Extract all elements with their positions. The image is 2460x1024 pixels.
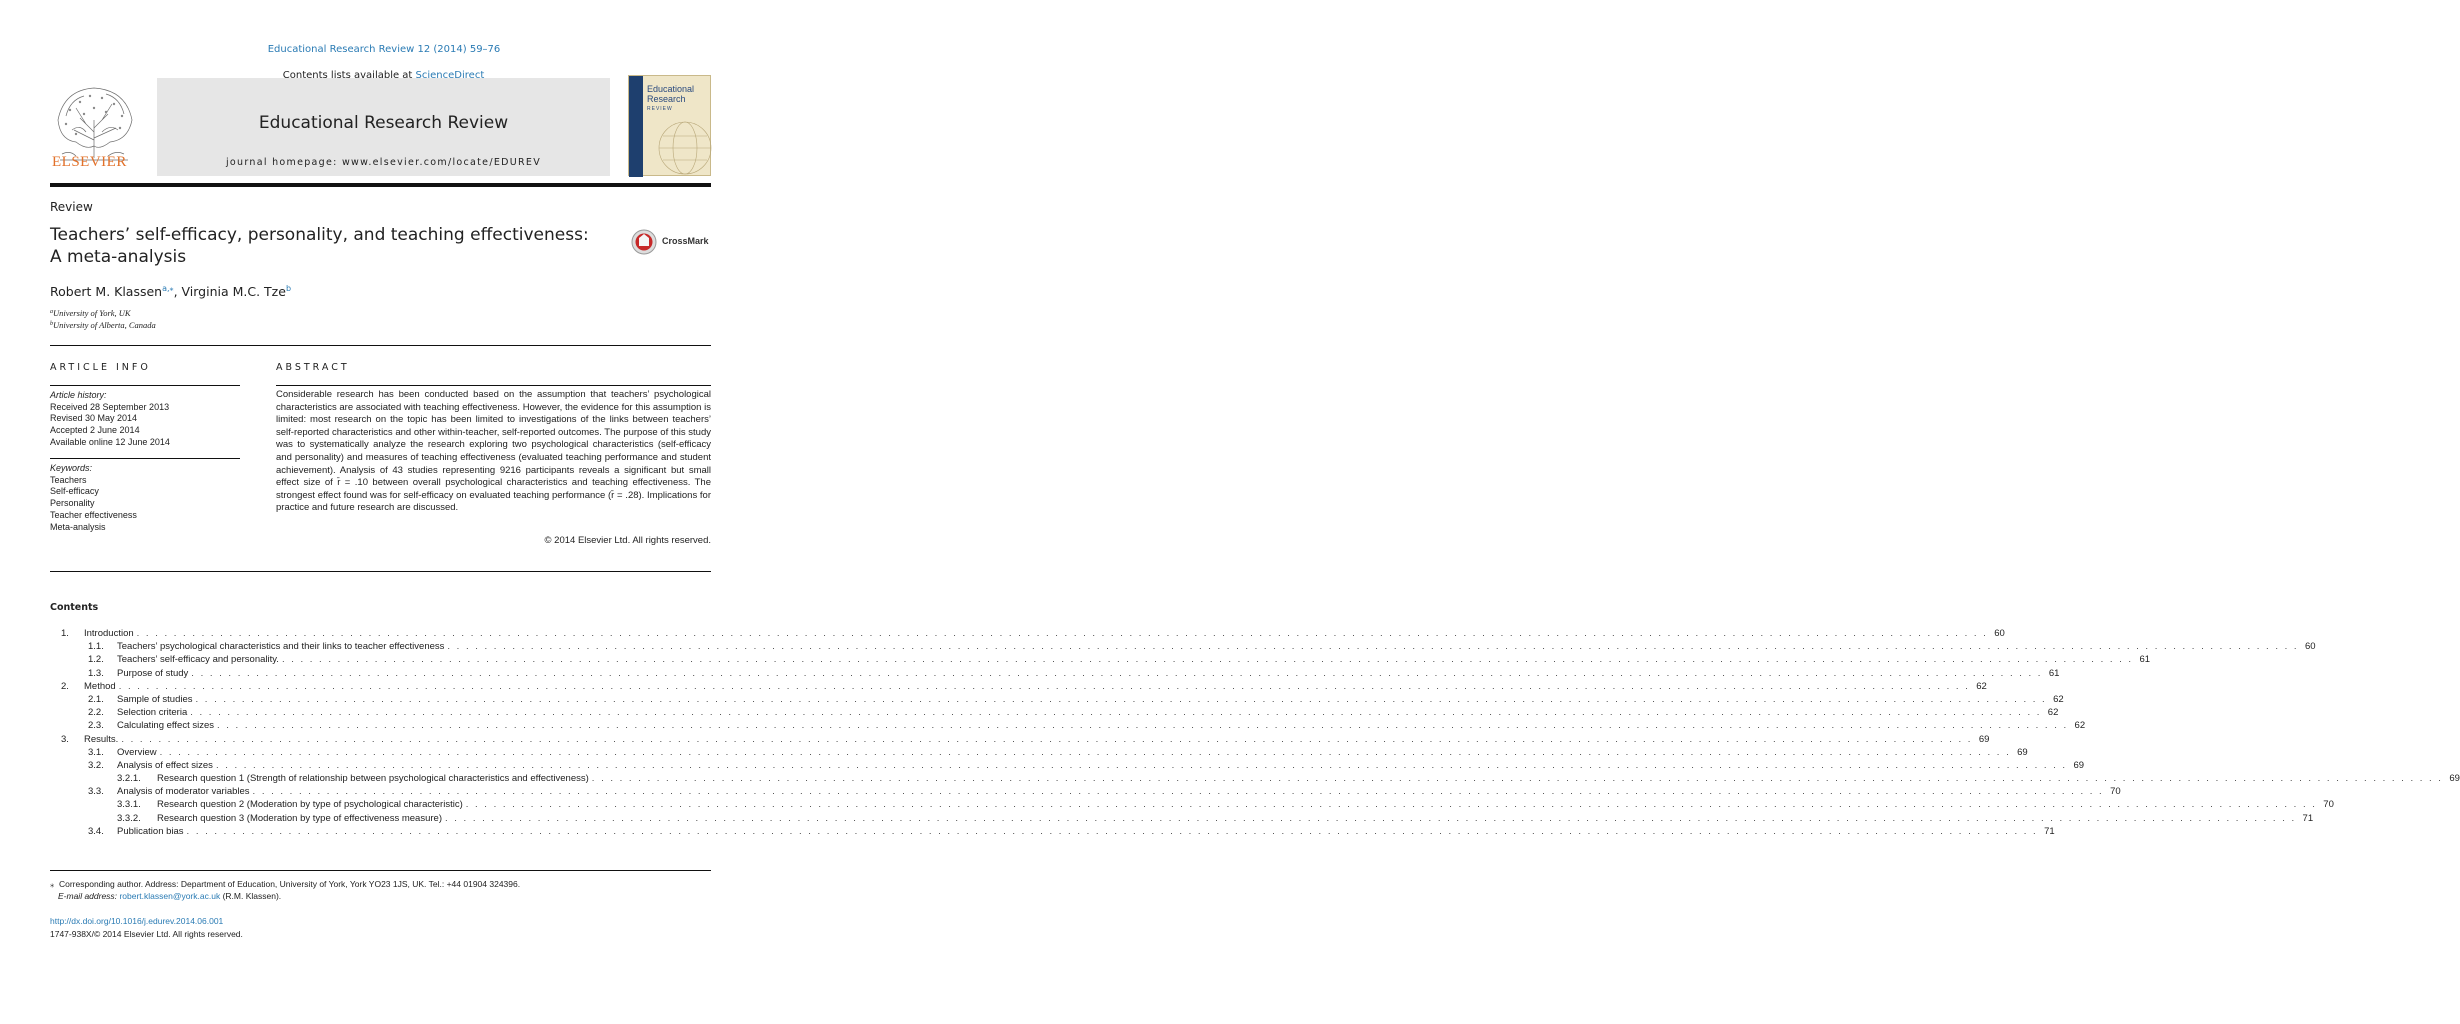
toc-entry-number: 2.3. (88, 720, 104, 732)
author-affiliation-marker[interactable]: b (285, 284, 292, 293)
toc-leader-dots: . . . . . . . . . . . . . . . . . . . . . . . . . . . . . . . . . . . . . . . . . . . . . . . . . . . . . . . . . . . . . . . . . . . . . . . . . . . . . . . . . . . . . . . . . . . . . . . . . . . . . . . . . . . . . . . . . . . . . . . . . . . . . . . . . . . . . . . . . . . . . . . . . . . . . . . . . . . . . . . . . . . . . . . . . . . . . . . . . . . . . . . . . . . . . . . . . . . . . . . . (591, 773, 2443, 785)
masthead-rule (50, 183, 711, 187)
toc-entry-number: 2.2. (88, 707, 104, 719)
toc-entry-title[interactable]: Analysis of effect sizes (117, 759, 213, 771)
toc-entry[interactable] (50, 799, 2334, 812)
journal-cover-thumbnail[interactable] (628, 75, 711, 176)
toc-entry-page[interactable]: 69 (2073, 759, 2085, 771)
toc-entry-page[interactable]: 71 (2044, 825, 2055, 837)
toc-entry-title[interactable]: Research question 2 (Moderation by type of psychological characteristic) (157, 799, 463, 811)
keyword: Teacher effectiveness (50, 509, 137, 520)
toc-entry-title[interactable]: Research question 1 (Strength of relationship between psychological characteristics and effectiveness) (157, 773, 589, 785)
toc-entry-title[interactable]: Publication bias (117, 825, 184, 837)
toc-entry-number: 3.3.2. (117, 812, 141, 824)
author-email-link[interactable]: robert.klassen@york.ac.uk (119, 891, 221, 901)
toc-entry-title[interactable]: Sample of studies (117, 693, 193, 705)
accepted-date: Accepted 2 June 2014 (50, 425, 140, 436)
article-info-heading: ARTICLE INFO (50, 362, 151, 373)
abstract-text: Considerable research has been conducted based on the assumption that teachers’ psychological characteristics are associated with teaching effectiveness. However, the evidence for this assumption is limited: most research on the topic has been limited to investigations of the links between teachers’ self-reported characteristics and other within-teacher, self-reported outcomes. The purpose of this study was to systematically analyze the research exploring two psychological characteristics (self-efficacy and personality) and measures of teaching effectiveness (evaluated teaching performance and student achievement). Analysis of 43 studies representing 9216 participants reveals a significant but small effect size of r̄ = .10 between overall psychological characteristics and teaching effectiveness. The strongest effect found was for self-efficacy on evaluated teaching performance (r̄ = .28). Implications for practice and future research are discussed. (276, 389, 711, 514)
toc-entry[interactable] (50, 812, 2314, 826)
toc-entry-title[interactable]: Teachers’ self-efficacy and personality. (117, 654, 279, 666)
toc-leader-dots: . . . . . . . . . . . . . . . . . . . . . . . . . . . . . . . . . . . . . . . . . . . . . . . . . . . . . . . . . . . . . . . . . . . . . . . . . . . . . . . . . . . . . . . . . . . . . . . . . . . . . . . . . . . . . . . . . . . . . . . . . . . . . . . . . . . . . . . . . . . . . . . . . . . . . . . . . . . . . . . . . . . . . . . . . . . . . . . . . . . . . . . . . . . . . . . . . . . . . . . . (444, 812, 2297, 824)
author-name: Robert M. Klassen (50, 284, 163, 299)
keyword: Personality (50, 498, 95, 509)
sciencedirect-link[interactable]: ScienceDirect (415, 70, 485, 81)
article-history: Article history: Received 28 September 2013 Revised 30 May 2014 Accepted 2 June 2014 Available online 12 June 2014 (50, 390, 170, 447)
toc-entry-page[interactable]: 60 (1994, 628, 2005, 639)
online-date: Available online 12 June 2014 (50, 436, 170, 447)
toc-entry-number: 3.4. (88, 825, 104, 837)
toc-entry-page[interactable]: 62 (2053, 693, 2064, 705)
toc-entry-number: 3. (61, 733, 69, 745)
author-name: , Virginia M.C. Tze (173, 284, 286, 299)
toc-leader-dots: . . . . . . . . . . . . . . . . . . . . . . . . . . . . . . . . . . . . . . . . . . . . . . . . . . . . . . . . . . . . . . . . . . . . . . . . . . . . . . . . . . . . . . . . . . . . . . . . . . . . . . . . . . . . . . . . . . . . . . . . . . . . . . . . . . . . . . . . . . . . . . . . . . . . . . . . . . . . . . . . . . . . . . . . . . . . . . . . . . . . . . . . . . . . . . . . . . . . . . . . (281, 654, 2134, 666)
abstract-copyright: © 2014 Elsevier Ltd. All rights reserved. (544, 535, 711, 546)
toc-entry-number: 2.1. (88, 693, 104, 705)
affiliation-a: $^a$University of York, UK (50, 308, 131, 318)
toc-entry-title[interactable]: Calculating effect sizes (117, 720, 214, 732)
header-divider (50, 345, 711, 346)
toc-entry-page[interactable]: 61 (2139, 654, 2151, 666)
toc-leader-dots: . . . . . . . . . . . . . . . . . . . . . . . . . . . . . . . . . . . . . . . . . . . . . . . . . . . . . . . . . . . . . . . . . . . . . . . . . . . . . . . . . . . . . . . . . . . . . . . . . . . . . . . . . . . . . . . . . . . . . . . . . . . . . . . . . . . . . . . . . . . . . . . . . . . . . . . . . . . . . . . . . . . . . . . . . . . . . . . . . . . . . . . . . . . . . . . . . . . . . . . . (121, 733, 1973, 745)
footnote-text: Corresponding author. Address: Department of Education, University of York, York YO23 1JS, UK. Tel.: +44 01904 324396. (58, 879, 521, 889)
toc-entry-number: 3.3. (88, 786, 104, 798)
contents-heading: Contents (50, 602, 99, 613)
toc-entry[interactable] (50, 773, 2460, 786)
toc-leader-dots: . . . . . . . . . . . . . . . . . . . . . . . . . . . . . . . . . . . . . . . . . . . . . . . . . . . . . . . . . . . . . . . . . . . . . . . . . . . . . . . . . . . . . . . . . . . . . . . . . . . . . . . . . . . . . . . . . . . . . . . . . . . . . . . . . . . . . . . . . . . . . . . . . . . . . . . . . . . . . . . . . . . . . . . . . . . . . . . . . . . . . . . . . . . . . . . . . . . . . . . . (215, 759, 2068, 771)
journal-citation[interactable]: Educational Research Review 12 (2014) 59–76 (267, 44, 501, 55)
article-type: Review (50, 200, 93, 214)
article-title: Teachers’ self-efficacy, personality, and teaching effectiveness: A meta-analysis (50, 225, 589, 267)
toc-leader-dots: . . . . . . . . . . . . . . . . . . . . . . . . . . . . . . . . . . . . . . . . . . . . . . . . . . . . . . . . . . . . . . . . . . . . . . . . . . . . . . . . . . . . . . . . . . . . . . . . . . . . . . . . . . . . . . . . . . . . . . . . . . . . . . . . . . . . . . . . . . . . . . . . . . . . . . . . . . . . . . . . . . . . . . . . . . . . . . . . . . . . . . . . . . . . . . . . . . . . . . . . (195, 693, 2047, 705)
toc-entry-number: 3.3.1. (117, 799, 141, 811)
toc-entry-page[interactable]: 62 (1976, 680, 1987, 692)
toc-entry[interactable] (50, 720, 2086, 733)
toc-entry[interactable] (50, 693, 2064, 707)
affiliation-b: $^b$University of Alberta, Canada (50, 320, 156, 330)
toc-entry-page[interactable]: 70 (2110, 786, 2121, 798)
keyword: Self-efficacy (50, 486, 99, 497)
doi-block (50, 915, 243, 940)
toc-leader-dots: . . . . . . . . . . . . . . . . . . . . . . . . . . . . . . . . . . . . . . . . . . . . . . . . . . . . . . . . . . . . . . . . . . . . . . . . . . . . . . . . . . . . . . . . . . . . . . . . . . . . . . . . . . . . . . . . . . . . . . . . . . . . . . . . . . . . . . . . . . . . . . . . . . . . . . . . . . . . . . . . . . . . . . . . . . . . . . . . . . . . . . . . . . . . . . . . . . . . . . . . (191, 667, 2043, 679)
email-label: E-mail address: (58, 891, 118, 901)
contents-available-line (157, 70, 610, 81)
footnote-marker: ⁎ (50, 879, 55, 889)
email-suffix: (R.M. Klassen). (222, 891, 282, 901)
toc-leader-dots: . . . . . . . . . . . . . . . . . . . . . . . . . . . . . . . . . . . . . . . . . . . . . . . . . . . . . . . . . . . . . . . . . . . . . . . . . . . . . . . . . . . . . . . . . . . . . . . . . . . . . . . . . . . . . . . . . . . . . . . . . . . . . . . . . . . . . . . . . . . . . . . . . . . . . . . . . . . . . . . . . . . . . . . . . . . . . . . . . . . . . . . . . . . . . . . . . . . . . . . . (252, 786, 2104, 798)
toc-leader-dots: . . . . . . . . . . . . . . . . . . . . . . . . . . . . . . . . . . . . . . . . . . . . . . . . . . . . . . . . . . . . . . . . . . . . . . . . . . . . . . . . . . . . . . . . . . . . . . . . . . . . . . . . . . . . . . . . . . . . . . . . . . . . . . . . . . . . . . . . . . . . . . . . . . . . . . . . . . . . . . . . . . . . . . . . . . . . . . . . . . . . . . . . . . . . . . . . . . . . . . . . (159, 746, 2011, 758)
keyword: Meta-analysis (50, 521, 106, 532)
abstract-rule (276, 385, 711, 386)
toc-leader-dots: . . . . . . . . . . . . . . . . . . . . . . . . . . . . . . . . . . . . . . . . . . . . . . . . . . . . . . . . . . . . . . . . . . . . . . . . . . . . . . . . . . . . . . . . . . . . . . . . . . . . . . . . . . . . . . . . . . . . . . . . . . . . . . . . . . . . . . . . . . . . . . . . . . . . . . . . . . . . . . . . . . . . . . . . . . . . . . . . . . . . . . . . . . . . . . . . . . . . . . . . (136, 628, 1988, 639)
toc-leader-dots: . . . . . . . . . . . . . . . . . . . . . . . . . . . . . . . . . . . . . . . . . . . . . . . . . . . . . . . . . . . . . . . . . . . . . . . . . . . . . . . . . . . . . . . . . . . . . . . . . . . . . . . . . . . . . . . . . . . . . . . . . . . . . . . . . . . . . . . . . . . . . . . . . . . . . . . . . . . . . . . . . . . . . . . . . . . . . . . . . . . . . . . . . . . . . . . . . . . . . . . . (465, 799, 2317, 811)
journal-homepage-link[interactable]: journal homepage: www.elsevier.com/locate/EDUREV (225, 157, 542, 168)
toc-entry[interactable] (50, 707, 2059, 720)
table-of-contents (50, 628, 2460, 839)
abstract-heading: ABSTRACT (276, 362, 350, 373)
toc-entry[interactable] (50, 733, 1990, 747)
footnote-divider (50, 870, 711, 871)
footnote (50, 878, 520, 902)
toc-entry-page[interactable]: 60 (2304, 641, 2316, 653)
toc-leader-dots: . . . . . . . . . . . . . . . . . . . . . . . . . . . . . . . . . . . . . . . . . . . . . . . . . . . . . . . . . . . . . . . . . . . . . . . . . . . . . . . . . . . . . . . . . . . . . . . . . . . . . . . . . . . . . . . . . . . . . . . . . . . . . . . . . . . . . . . . . . . . . . . . . . . . . . . . . . . . . . . . . . . . . . . . . . . . . . . . . . . . . . . . . . . . . . . . . . . . . . . . (118, 680, 1970, 692)
keyword: Teachers (50, 474, 87, 485)
author-list (50, 284, 291, 299)
toc-leader-dots: . . . . . . . . . . . . . . . . . . . . . . . . . . . . . . . . . . . . . . . . . . . . . . . . . . . . . . . . . . . . . . . . . . . . . . . . . . . . . . . . . . . . . . . . . . . . . . . . . . . . . . . . . . . . . . . . . . . . . . . . . . . . . . . . . . . . . . . . . . . . . . . . . . . . . . . . . . . . . . . . . . . . . . . . . . . . . . . . . . . . . . . . . . . . . . . . . . . . . . . . (217, 720, 2069, 732)
toc-entry-number: 1.2. (88, 654, 104, 666)
journal-masthead (50, 70, 711, 182)
author-affiliation-marker[interactable]: a,⁎ (162, 284, 174, 293)
toc-entry-title[interactable]: Analysis of moderator variables (117, 786, 250, 798)
toc-entry-number: 1.3. (88, 667, 104, 679)
doi-link[interactable]: http://dx.doi.org/10.1016/j.edurev.2014.06.001 (50, 916, 224, 926)
toc-entry[interactable] (50, 667, 2060, 681)
toc-entry-number: 2. (61, 680, 69, 692)
toc-entry[interactable] (50, 680, 1987, 694)
toc-entry[interactable] (50, 759, 2085, 773)
toc-entry-number: 3.2.1. (117, 773, 141, 785)
toc-entry-title[interactable]: Introduction (84, 628, 134, 639)
cover-band (629, 76, 643, 177)
contents-prefix: Contents lists available at (282, 70, 416, 81)
toc-entry-page[interactable]: 71 (2302, 812, 2314, 824)
cover-title: Educational Research REVIEW (647, 84, 695, 112)
toc-entry-number: 3.2. (88, 759, 104, 771)
toc-entry-number: 1. (61, 628, 69, 639)
toc-entry-page[interactable]: 70 (2323, 799, 2334, 811)
article-info-rule (50, 385, 240, 386)
toc-leader-dots: . . . . . . . . . . . . . . . . . . . . . . . . . . . . . . . . . . . . . . . . . . . . . . . . . . . . . . . . . . . . . . . . . . . . . . . . . . . . . . . . . . . . . . . . . . . . . . . . . . . . . . . . . . . . . . . . . . . . . . . . . . . . . . . . . . . . . . . . . . . . . . . . . . . . . . . . . . . . . . . . . . . . . . . . . . . . . . . . . . . . . . . . . . . . . . . . . . . . . . . . (190, 707, 2042, 719)
revised-date: Revised 30 May 2014 (50, 413, 138, 424)
toc-entry-title[interactable]: Overview (117, 746, 157, 758)
toc-entry[interactable] (50, 654, 2151, 667)
toc-entry-title[interactable]: Results. (84, 733, 119, 745)
cover-globe-graphic (645, 118, 711, 176)
crossmark-label[interactable]: CrossMark (662, 236, 709, 246)
toc-entry-page[interactable]: 62 (2047, 707, 2059, 719)
toc-entry[interactable] (50, 641, 2316, 654)
toc-entry[interactable] (50, 825, 2055, 839)
toc-entry-page[interactable]: 69 (2449, 773, 2460, 785)
journal-title: Educational Research Review (258, 113, 509, 133)
keywords: Keywords: Teachers Self-efficacy Personality Teacher effectiveness Meta-analysis (50, 463, 137, 532)
toc-entry-title[interactable]: Selection criteria (117, 707, 188, 719)
toc-entry-page[interactable]: 62 (2074, 720, 2086, 732)
issn-line: 1747-938X/© 2014 Elsevier Ltd. All rights reserved. (50, 928, 243, 939)
toc-entry-title[interactable]: Method (84, 680, 116, 692)
toc-entry[interactable] (50, 746, 2028, 760)
toc-entry-number: 3.1. (88, 746, 104, 758)
toc-entry-title[interactable]: Teachers’ psychological characteristics and their links to teacher effectiveness (117, 641, 445, 653)
toc-leader-dots: . . . . . . . . . . . . . . . . . . . . . . . . . . . . . . . . . . . . . . . . . . . . . . . . . . . . . . . . . . . . . . . . . . . . . . . . . . . . . . . . . . . . . . . . . . . . . . . . . . . . . . . . . . . . . . . . . . . . . . . . . . . . . . . . . . . . . . . . . . . . . . . . . . . . . . . . . . . . . . . . . . . . . . . . . . . . . . . . . . . . . . . . . . . . . . . . . . . . . . . . (447, 641, 2299, 653)
toc-entry-title[interactable]: Purpose of study (117, 667, 189, 679)
received-date: Received 28 September 2013 (50, 401, 170, 412)
contents-divider (50, 571, 711, 572)
toc-entry[interactable] (50, 628, 2005, 641)
toc-entry-page[interactable]: 61 (2048, 667, 2060, 679)
toc-entry-number: 1.1. (88, 641, 104, 653)
elsevier-wordmark[interactable]: ELSEVIER (52, 154, 127, 170)
toc-entry[interactable] (50, 786, 2121, 799)
toc-entry-page[interactable]: 69 (2017, 746, 2028, 758)
toc-leader-dots: . . . . . . . . . . . . . . . . . . . . . . . . . . . . . . . . . . . . . . . . . . . . . . . . . . . . . . . . . . . . . . . . . . . . . . . . . . . . . . . . . . . . . . . . . . . . . . . . . . . . . . . . . . . . . . . . . . . . . . . . . . . . . . . . . . . . . . . . . . . . . . . . . . . . . . . . . . . . . . . . . . . . . . . . . . . . . . . . . . . . . . . . . . . . . . . . . . . . . . . . (186, 825, 2038, 837)
toc-entry-page[interactable]: 69 (1978, 733, 1990, 745)
keywords-rule (50, 458, 240, 459)
toc-entry-title[interactable]: Research question 3 (Moderation by type of effectiveness measure) (157, 812, 442, 824)
